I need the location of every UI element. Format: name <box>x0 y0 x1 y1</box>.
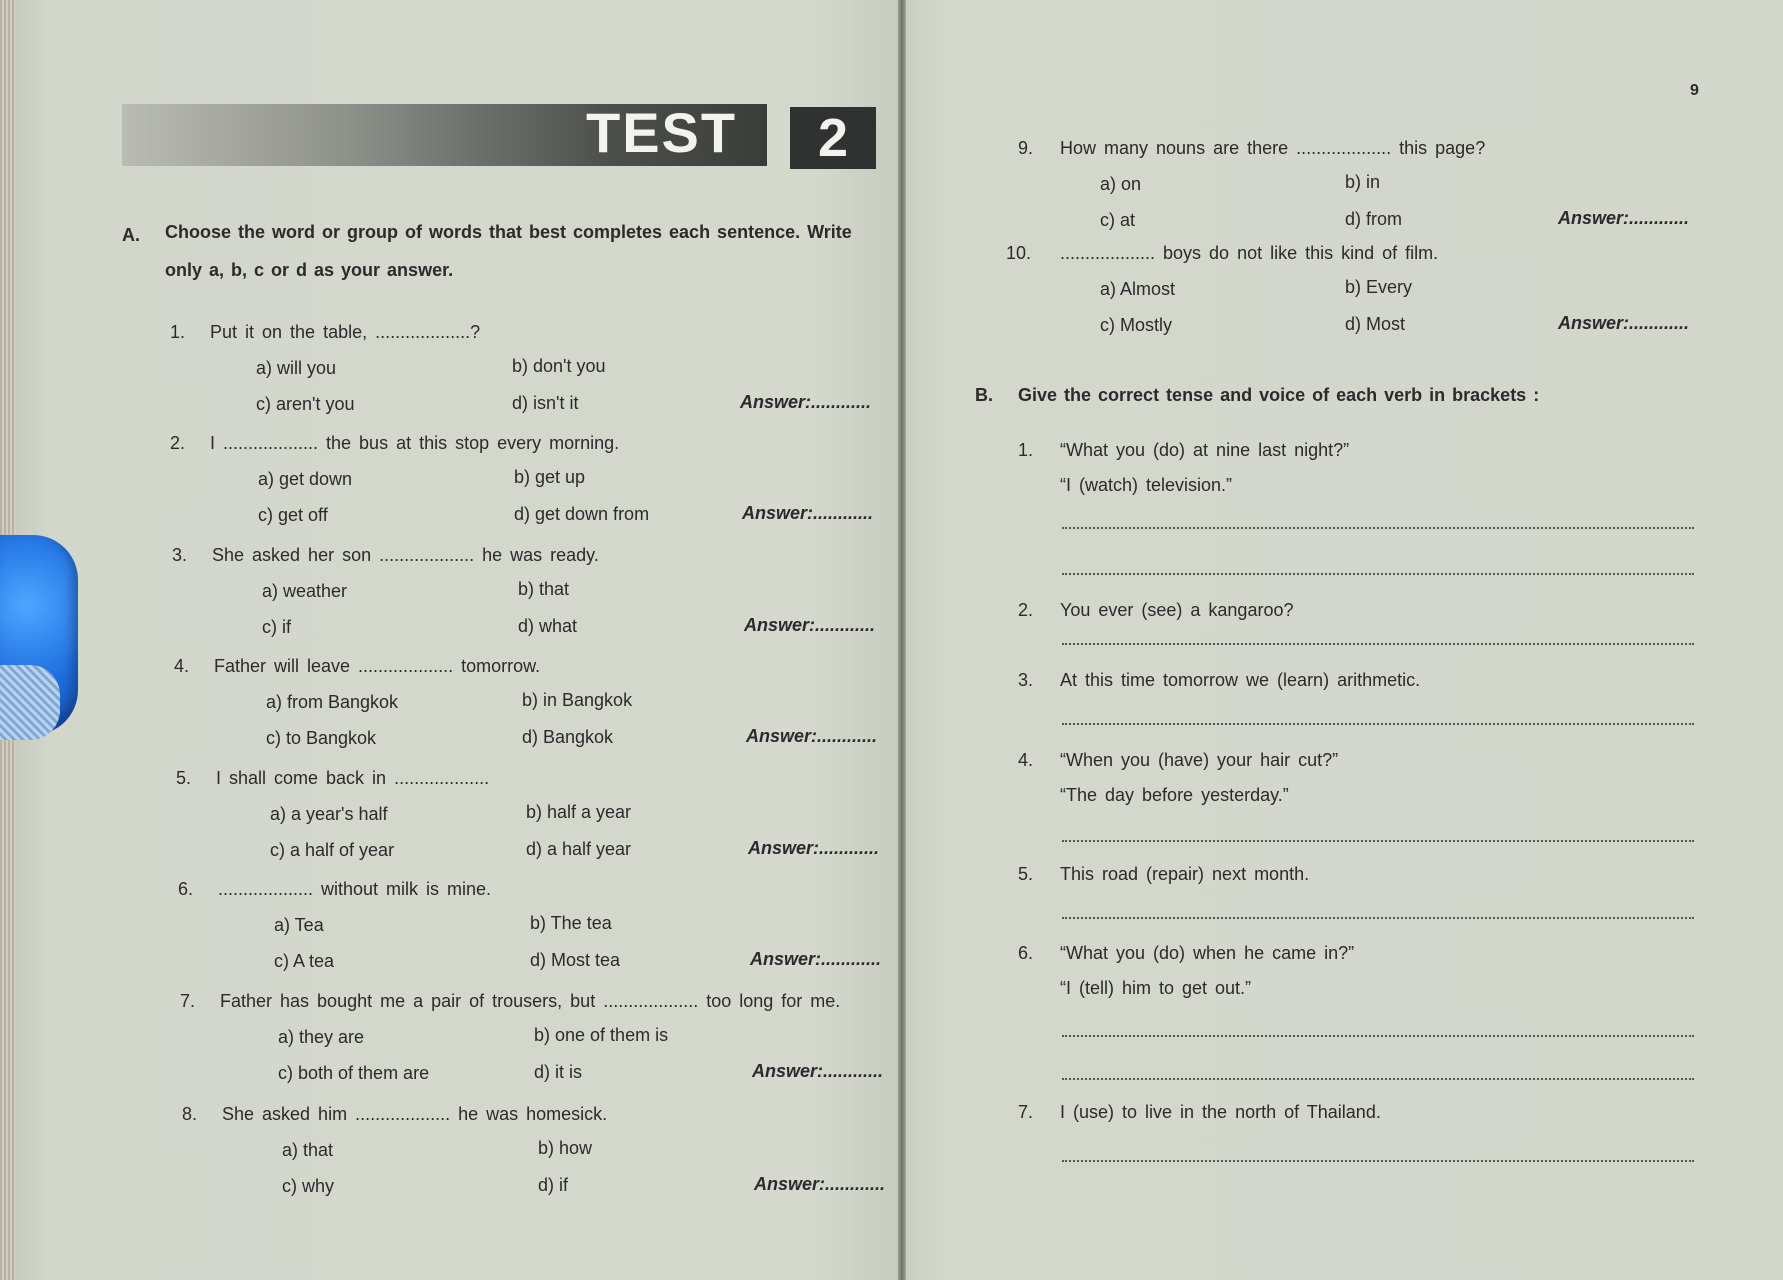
item-text: “What you (do) at nine last night?” <box>1060 440 1350 460</box>
item-number: 5. <box>1018 864 1034 884</box>
answer-line[interactable] <box>1062 917 1694 919</box>
option-b: b) in Bangkok <box>522 690 633 710</box>
question-text: ................... boys do not like this kind of film. <box>1060 243 1439 263</box>
question-number: 5. <box>176 768 192 788</box>
right-page <box>903 0 1783 1280</box>
question-number: 1. <box>170 322 186 342</box>
question-text: ................... without milk is mine. <box>218 879 492 899</box>
option-a: a) a year's half <box>270 804 388 824</box>
answer-blank: Answer:............ <box>754 1174 886 1194</box>
answer-line[interactable] <box>1062 1160 1694 1162</box>
option-d: d) isn't it <box>512 393 579 413</box>
option-d: d) if <box>538 1175 569 1195</box>
option-c: c) Mostly <box>1100 315 1172 335</box>
option-b: b) that <box>518 579 570 599</box>
section-a-letter: A. <box>122 225 140 245</box>
item-text: “When you (have) your hair cut?” <box>1060 750 1339 770</box>
question-text: Father has bought me a pair of trousers, but ................... too long for me. <box>220 991 841 1011</box>
item-number: 4. <box>1018 750 1034 770</box>
option-b: b) The tea <box>530 913 612 933</box>
answer-line[interactable] <box>1062 1035 1694 1037</box>
option-b: b) one of them is <box>534 1025 669 1045</box>
option-c: c) aren't you <box>256 394 355 414</box>
option-d: d) get down from <box>514 504 650 524</box>
option-c: c) if <box>262 617 291 637</box>
option-d: d) what <box>518 616 578 636</box>
option-a: a) that <box>282 1140 334 1160</box>
option-d: d) Most <box>1345 314 1406 334</box>
section-a-instruction-2: only a, b, c or d as your answer. <box>165 260 454 280</box>
item-text: At this time tomorrow we (learn) arithmetic. <box>1060 670 1421 690</box>
section-a-instruction-1: Choose the word or group of words that best completes each sentence. Write <box>165 222 852 242</box>
item-text: This road (repair) next month. <box>1060 864 1310 884</box>
question-text: She asked him ................... he was homesick. <box>222 1104 608 1124</box>
answer-blank: Answer:............ <box>746 726 878 746</box>
left-page <box>14 0 900 1280</box>
question-text: I shall come back in ................... <box>216 768 490 788</box>
question-text: Put it on the table, ...................? <box>210 322 481 342</box>
question-number: 8. <box>182 1104 198 1124</box>
book-spine <box>898 0 906 1280</box>
question-number: 3. <box>172 545 188 565</box>
option-c: c) A tea <box>274 951 335 971</box>
option-d: d) Bangkok <box>522 727 614 747</box>
answer-blank: Answer:............ <box>740 392 872 412</box>
glove-mesh <box>0 665 60 740</box>
question-text: She asked her son ................... he was ready. <box>212 545 599 565</box>
answer-blank: Answer:............ <box>744 615 876 635</box>
item-text: I (use) to live in the north of Thailand. <box>1060 1102 1381 1122</box>
question-text: I ................... the bus at this stop every morning. <box>210 433 620 453</box>
answer-blank: Answer:............ <box>752 1061 884 1081</box>
item-number: 7. <box>1018 1102 1034 1122</box>
answer-line[interactable] <box>1062 527 1694 529</box>
option-c: c) get off <box>258 505 328 525</box>
question-number: 2. <box>170 433 186 453</box>
question-number: 10. <box>1006 243 1032 263</box>
question-number: 6. <box>178 879 194 899</box>
answer-blank: Answer:............ <box>742 503 874 523</box>
option-d: d) a half year <box>526 839 632 859</box>
question-text: Father will leave ................... tomorrow. <box>214 656 541 676</box>
answer-line[interactable] <box>1062 643 1694 645</box>
option-c: c) to Bangkok <box>266 728 377 748</box>
option-a: a) on <box>1100 174 1142 194</box>
option-a: a) will you <box>256 358 337 378</box>
option-c: c) why <box>282 1176 335 1196</box>
answer-blank: Answer:............ <box>1558 313 1690 333</box>
option-b: b) half a year <box>526 802 632 822</box>
item-number: 6. <box>1018 943 1034 963</box>
option-b: b) in <box>1345 172 1381 192</box>
option-a: a) from Bangkok <box>266 692 399 712</box>
answer-line[interactable] <box>1062 723 1694 725</box>
section-b-letter: B. <box>975 385 993 405</box>
option-a: a) get down <box>258 469 353 489</box>
option-d: d) it is <box>534 1062 583 1082</box>
item-text: “What you (do) when he came in?” <box>1060 943 1355 963</box>
section-b-instruction: Give the correct tense and voice of each verb in brackets : <box>1018 385 1540 405</box>
item-text-2: “The day before yesterday.” <box>1060 785 1289 805</box>
item-number: 2. <box>1018 600 1034 620</box>
answer-blank: Answer:............ <box>1558 208 1690 228</box>
answer-line[interactable] <box>1062 840 1694 842</box>
answer-line[interactable] <box>1062 1078 1694 1080</box>
question-number: 7. <box>180 991 196 1011</box>
option-a: a) Tea <box>274 915 324 935</box>
question-text: How many nouns are there ................... this page? <box>1060 138 1486 158</box>
option-d: d) Most tea <box>530 950 621 970</box>
answer-line[interactable] <box>1062 573 1694 575</box>
option-c: c) both of them are <box>278 1063 430 1083</box>
test-title: TEST <box>586 101 738 164</box>
answer-blank: Answer:............ <box>748 838 880 858</box>
answer-blank: Answer:............ <box>750 949 882 969</box>
option-a: a) they are <box>278 1027 365 1047</box>
item-text-2: “I (watch) television.” <box>1060 475 1233 495</box>
option-d: d) from <box>1345 209 1403 229</box>
item-number: 3. <box>1018 670 1034 690</box>
item-text: You ever (see) a kangaroo? <box>1060 600 1294 620</box>
item-number: 1. <box>1018 440 1034 460</box>
test-number: 2 <box>790 107 876 169</box>
page-number: 9 <box>1690 82 1699 99</box>
option-c: c) a half of year <box>270 840 395 860</box>
option-b: b) how <box>538 1138 593 1158</box>
item-text-2: “I (tell) him to get out.” <box>1060 978 1252 998</box>
question-number: 9. <box>1018 138 1034 158</box>
option-b: b) get up <box>514 467 586 487</box>
question-number: 4. <box>174 656 190 676</box>
option-b: b) don't you <box>512 356 606 376</box>
option-c: c) at <box>1100 210 1136 230</box>
option-b: b) Every <box>1345 277 1413 297</box>
option-a: a) weather <box>262 581 348 601</box>
option-a: a) Almost <box>1100 279 1176 299</box>
